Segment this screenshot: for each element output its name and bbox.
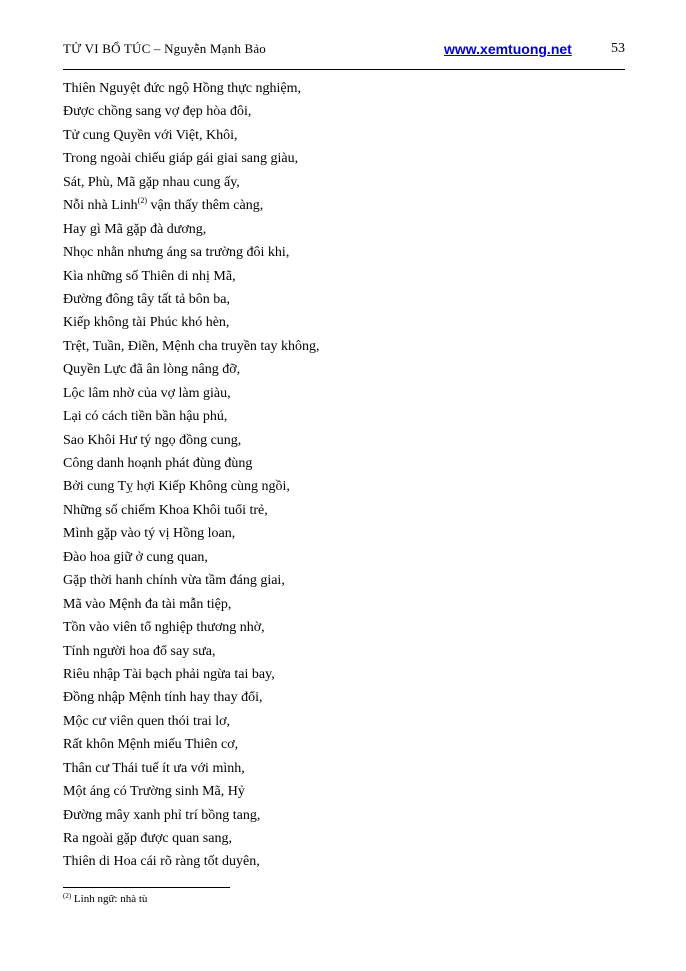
verse-line: Đường mây xanh phỉ trí bồng tang, [63,807,261,823]
poem-verses [63,77,623,874]
verse-line: Gặp thời hanh chính vừa tầm đáng giai, [63,573,285,589]
verse-line: Riêu nhập Tài bạch phải ngừa tai bay, [63,666,275,682]
verse-line: Mã vào Mệnh đa tài mẫn tiệp, [63,596,232,612]
footnote-divider [63,887,230,888]
verse-line-with-footnote [63,194,623,217]
verse-line: Nhọc nhằn nhưng áng sa trường đôi khi, [63,245,290,261]
verse-line: Hay gì Mã gặp đà dương, [63,221,207,237]
verse-line: Một áng có Trường sinh Mã, Hỷ [63,784,245,800]
verse-line: Trong ngoài chiếu giáp gái giai sang giàu, [63,151,299,167]
footnote-reference: (2) [137,196,147,206]
verse-line: Trệt, Tuần, Điền, Mệnh cha truyền tay không, [63,338,320,354]
verse-line: Kìa những số Thiên di nhị Mã, [63,268,236,284]
verse-line: Thiên di Hoa cái rõ ràng tốt duyên, [63,854,260,870]
footnote-marker: (2) [63,892,72,900]
verse-line: Sát, Phù, Mã gặp nhau cung ấy, [63,174,240,190]
verse-line: Sao Khôi Hư tý ngọ đồng cung, [63,432,242,448]
verse-line: Đào hoa giữ ở cung quan, [63,549,208,565]
verse-line-tail: vận thấy thêm càng, [146,198,264,214]
website-link[interactable]: www.xemtuong.net [444,41,572,57]
verse-line: Mộc cư viên quen thói trai lơ, [63,713,231,729]
verse-line: Mình gặp vào tý vị Hồng loan, [63,526,236,542]
footnote [63,893,147,905]
page-number: 53 [611,41,625,56]
verse-line: Đồng nhập Mệnh tính hay thay đổi, [63,690,263,706]
verse-line: Lại có cách tiền bần hậu phú, [63,409,228,425]
verse-line: Tính người hoa đổ say sưa, [63,643,216,659]
verse-line: Tử cung Quyền với Việt, Khôi, [63,127,238,143]
verse-line: Những số chiếm Khoa Khôi tuổi trẻ, [63,502,268,518]
footnote-text: Linh ngữ: nhà tù [71,893,148,905]
verse-line: Lộc lâm nhờ của vợ làm giàu, [63,385,231,401]
book-title: TỬ VI BỔ TÚC – Nguyễn Mạnh Bảo [63,41,267,56]
verse-line: Ra ngoài gặp được quan sang, [63,831,232,846]
verse-line: Rất khôn Mệnh miếu Thiên cơ, [63,737,239,753]
verse-line: Thiên Nguyệt đức ngộ Hồng thực nghiệm, [63,81,301,96]
verse-line: Được chồng sang vợ đẹp hòa đôi, [63,104,252,120]
header-divider [63,69,625,70]
verse-line-head: Nỗi nhà Linh [63,198,138,214]
verse-line: Bởi cung Tỵ hợi Kiếp Không cùng ngồi, [63,479,290,495]
verse-line: Thân cư Thái tuế ít ưa với mình, [63,760,245,776]
verse-line: Công danh hoạnh phát đùng đùng [63,456,253,471]
verse-line: Kiếp không tài Phúc khó hèn, [63,315,230,331]
verse-line: Đường đông tây tất tả bôn ba, [63,291,231,307]
verse-line: Quyền Lực đã ân lòng nâng đỡ, [63,362,241,378]
verse-line: Tồn vào viên tổ nghiệp thương nhờ, [63,620,265,636]
page-header [63,41,625,61]
